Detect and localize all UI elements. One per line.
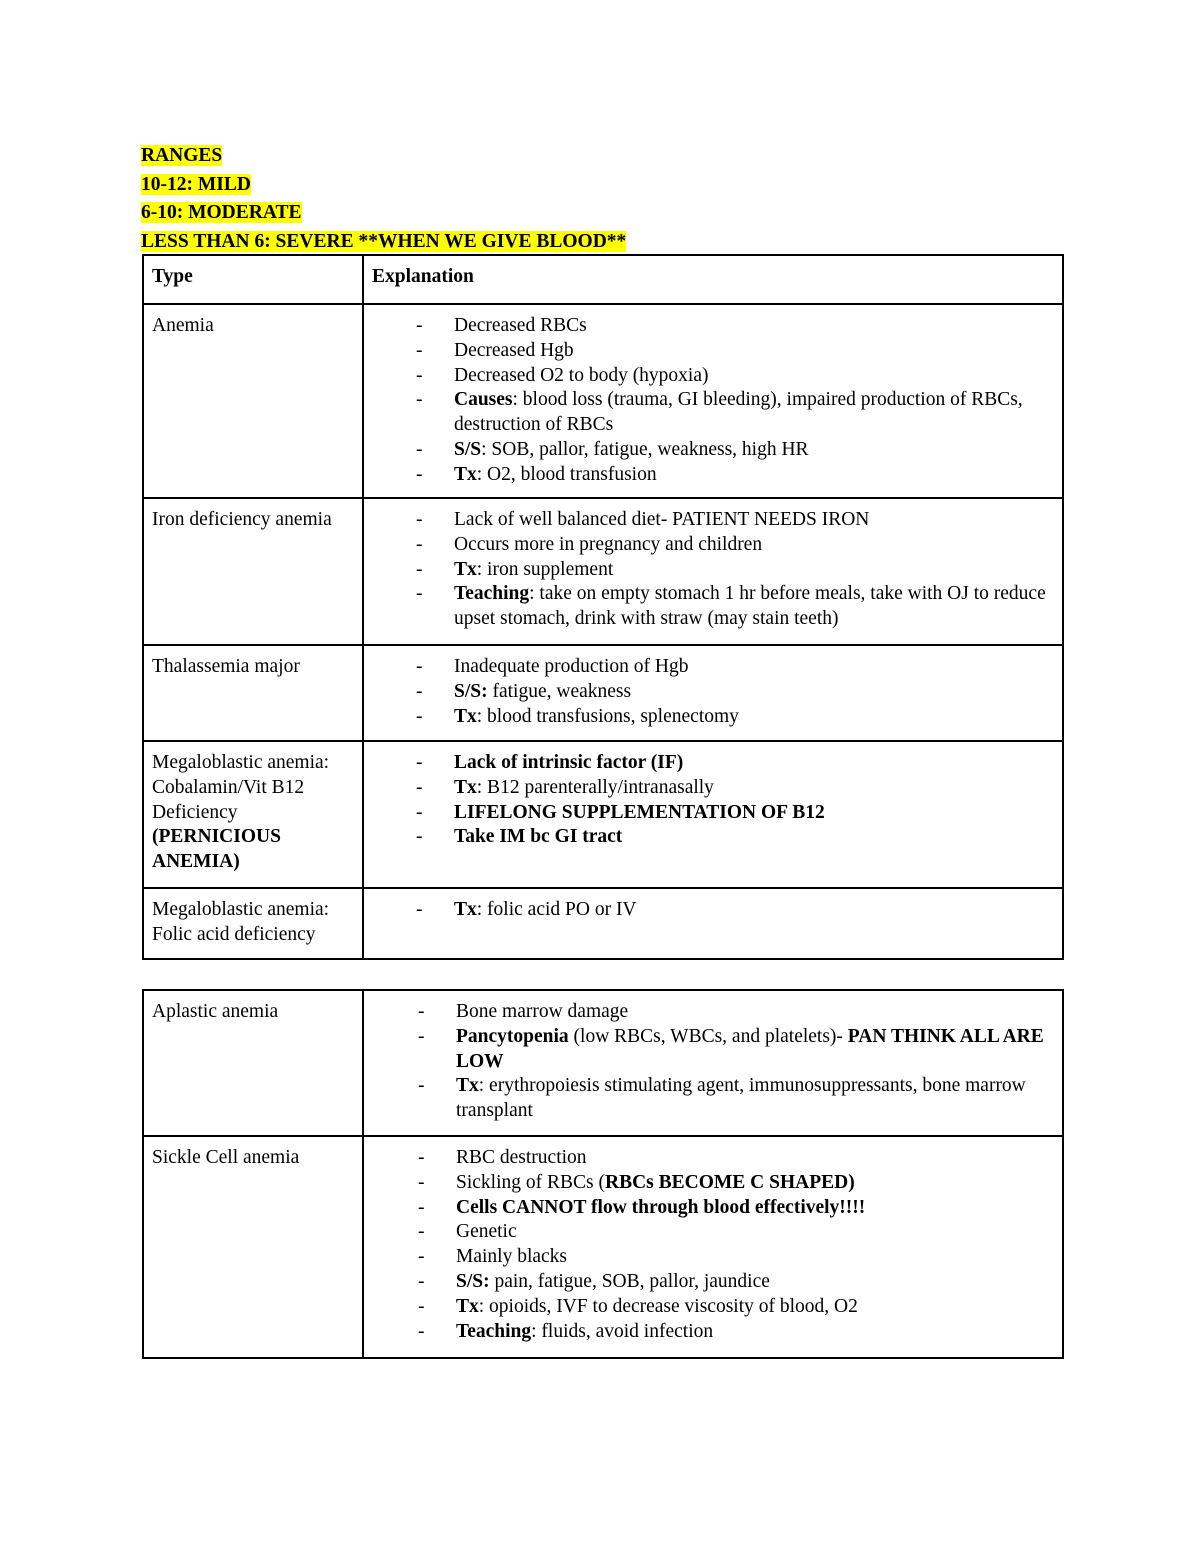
list-item: - LIFELONG SUPPLEMENTATION OF B12 (372, 801, 1054, 826)
explanation-cell (363, 990, 1063, 1136)
list-item: - Cells CANNOT flow through blood effectively!!!! (372, 1196, 1054, 1221)
explanation-list (372, 1000, 1054, 1124)
ranges-title: RANGES (141, 145, 223, 166)
list-item: - S/S: pain, fatigue, SOB, pallor, jaundice (372, 1270, 1054, 1295)
list-item: - Mainly blacks (372, 1245, 1054, 1270)
explanation-list (372, 1146, 1054, 1344)
range-severe: LESS THAN 6: SEVERE **WHEN WE GIVE BLOOD** (141, 231, 627, 253)
list-item: - Occurs more in pregnancy and children (372, 533, 1054, 558)
explanation-cell (363, 304, 1063, 498)
list-item: - S/S: fatigue, weakness (372, 680, 1054, 705)
list-item: - RBC destruction (372, 1146, 1054, 1171)
list-item: - Decreased RBCs (372, 314, 1054, 339)
list-item: - Sickling of RBCs (RBCs BECOME C SHAPED) (372, 1171, 1054, 1196)
type-cell: Aplastic anemia (143, 990, 363, 1136)
list-item: - Tx: erythropoiesis stimulating agent, immunosuppressants, bone marrow transplant (372, 1074, 1054, 1124)
table-row-iron-deficiency (143, 498, 1063, 645)
list-item: - Lack of intrinsic factor (IF) (372, 751, 1054, 776)
type-cell: Thalassemia major (143, 645, 363, 741)
explanation-list (372, 508, 1054, 632)
list-item: - Take IM bc GI tract (372, 825, 1054, 850)
list-item: - Teaching: fluids, avoid infection (372, 1320, 1054, 1345)
type-cell: Sickle Cell anemia (143, 1136, 363, 1358)
anemia-table-2 (142, 989, 1064, 1359)
explanation-cell (363, 645, 1063, 741)
table-header-row (143, 255, 1063, 304)
type-cell: Megaloblastic anemia: Cobalamin/Vit B12 Deficiency (PERNICIOUS ANEMIA) (143, 741, 363, 888)
table-row-anemia (143, 304, 1063, 498)
anemia-table-1 (142, 254, 1064, 960)
table-row-folic-acid (143, 888, 1063, 959)
list-item: - Teaching: take on empty stomach 1 hr before meals, take with OJ to reduce upset stomach, drink with straw (may stain teeth) (372, 582, 1054, 632)
range-moderate: 6-10: MODERATE (141, 202, 302, 224)
list-item: - Decreased O2 to body (hypoxia) (372, 364, 1054, 389)
list-item: - Pancytopenia (low RBCs, WBCs, and platelets)- PAN THINK ALL ARE LOW (372, 1025, 1054, 1075)
explanation-cell (363, 741, 1063, 888)
header-explanation: Explanation (363, 255, 1063, 304)
ranges-block (141, 142, 626, 257)
explanation-cell (363, 888, 1063, 959)
explanation-list (372, 751, 1054, 850)
list-item: - Bone marrow damage (372, 1000, 1054, 1025)
list-item: - S/S: SOB, pallor, fatigue, weakness, high HR (372, 438, 1054, 463)
table-row-thalassemia (143, 645, 1063, 741)
list-item: - Tx: opioids, IVF to decrease viscosity of blood, O2 (372, 1295, 1054, 1320)
type-cell: Megaloblastic anemia: Folic acid deficiency (143, 888, 363, 959)
explanation-list (372, 314, 1054, 488)
list-item: - Causes: blood loss (trauma, GI bleeding), impaired production of RBCs, destruction of RBCs (372, 388, 1054, 438)
list-item: - Tx: O2, blood transfusion (372, 463, 1054, 488)
explanation-cell (363, 498, 1063, 645)
list-item: - Genetic (372, 1220, 1054, 1245)
table-row-sickle-cell (143, 1136, 1063, 1358)
table-row-aplastic (143, 990, 1063, 1136)
table-row-b12-deficiency (143, 741, 1063, 888)
type-cell: Anemia (143, 304, 363, 498)
header-type: Type (143, 255, 363, 304)
list-item: - Tx: blood transfusions, splenectomy (372, 705, 1054, 730)
list-item: - Decreased Hgb (372, 339, 1054, 364)
list-item: - Tx: B12 parenterally/intranasally (372, 776, 1054, 801)
list-item: - Inadequate production of Hgb (372, 655, 1054, 680)
explanation-list (372, 898, 1054, 923)
list-item: - Lack of well balanced diet- PATIENT NEEDS IRON (372, 508, 1054, 533)
explanation-cell (363, 1136, 1063, 1358)
list-item: - Tx: folic acid PO or IV (372, 898, 1054, 923)
list-item: - Tx: iron supplement (372, 558, 1054, 583)
explanation-list (372, 655, 1054, 729)
range-mild: 10-12: MILD (141, 173, 251, 195)
type-cell: Iron deficiency anemia (143, 498, 363, 645)
